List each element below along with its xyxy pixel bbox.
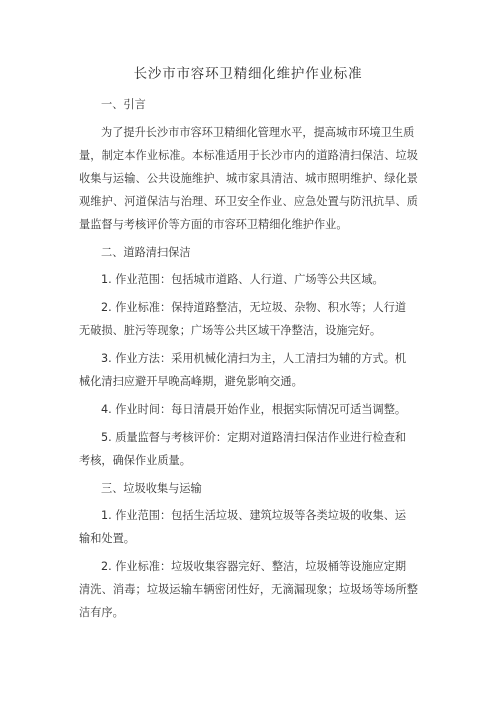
paragraph-line: 收集与运输、公共设施维护、城市家具清洁、城市照明维护、绿化景 <box>79 172 418 185</box>
list-item: 1. 作业范围：包括生活垃圾、建筑垃圾等各类垃圾的收集、运 <box>101 509 407 522</box>
paragraph-line: 观维护、河道保洁与治理、环卫安全作业、应急处置与防汛抗旱、质 <box>79 195 418 208</box>
list-item-continuation: 考核，确保作业质量。 <box>79 454 191 467</box>
document-title: 长沙市市容环卫精细化维护作业标准 <box>133 66 363 82</box>
paragraph-line: 量，制定本作业标准。本标准适用于长沙市内的道路清扫保洁、垃圾 <box>79 149 418 162</box>
list-item-continuation: 清洗、消毒；垃圾运输车辆密闭性好，无滴漏现象；垃圾场等场所整 <box>79 583 418 596</box>
list-item-continuation: 械化清扫应避开早晚高峰期，避免影响交通。 <box>79 375 303 388</box>
list-item: 2. 作业标准：垃圾收集容器完好、整洁，垃圾桶等设施应定期 <box>101 560 407 573</box>
list-item: 4. 作业时间：每日清晨开始作业，根据实际情况可适当调整。 <box>101 403 407 416</box>
list-item: 5. 质量监督与考核评价：定期对道路清扫保洁作业进行检查和 <box>101 431 407 444</box>
list-item: 2. 作业标准：保持道路整洁，无垃圾、杂物、积水等；人行道 <box>101 301 407 314</box>
list-item-continuation: 洁有序。 <box>79 606 124 619</box>
list-item: 1. 作业范围：包括城市道路、人行道、广场等公共区域。 <box>101 273 384 286</box>
paragraph-line: 为了提升长沙市市容环卫精细化管理水平，提高城市环境卫生质 <box>101 126 415 139</box>
list-item: 3. 作业方法：采用机械化清扫为主，人工清扫为辅的方式。机 <box>101 352 407 365</box>
section-heading-road-cleaning: 二、道路清扫保洁 <box>101 246 191 259</box>
list-item-continuation: 输和处置。 <box>79 532 135 545</box>
section-heading-intro: 一、引言 <box>101 98 146 111</box>
section-heading-garbage: 三、垃圾收集与运输 <box>101 482 202 495</box>
paragraph-line: 量监督与考核评价等方面的市容环卫精细化维护作业。 <box>79 218 348 231</box>
list-item-continuation: 无破损、脏污等现象；广场等公共区域干净整洁，设施完好。 <box>79 324 382 337</box>
